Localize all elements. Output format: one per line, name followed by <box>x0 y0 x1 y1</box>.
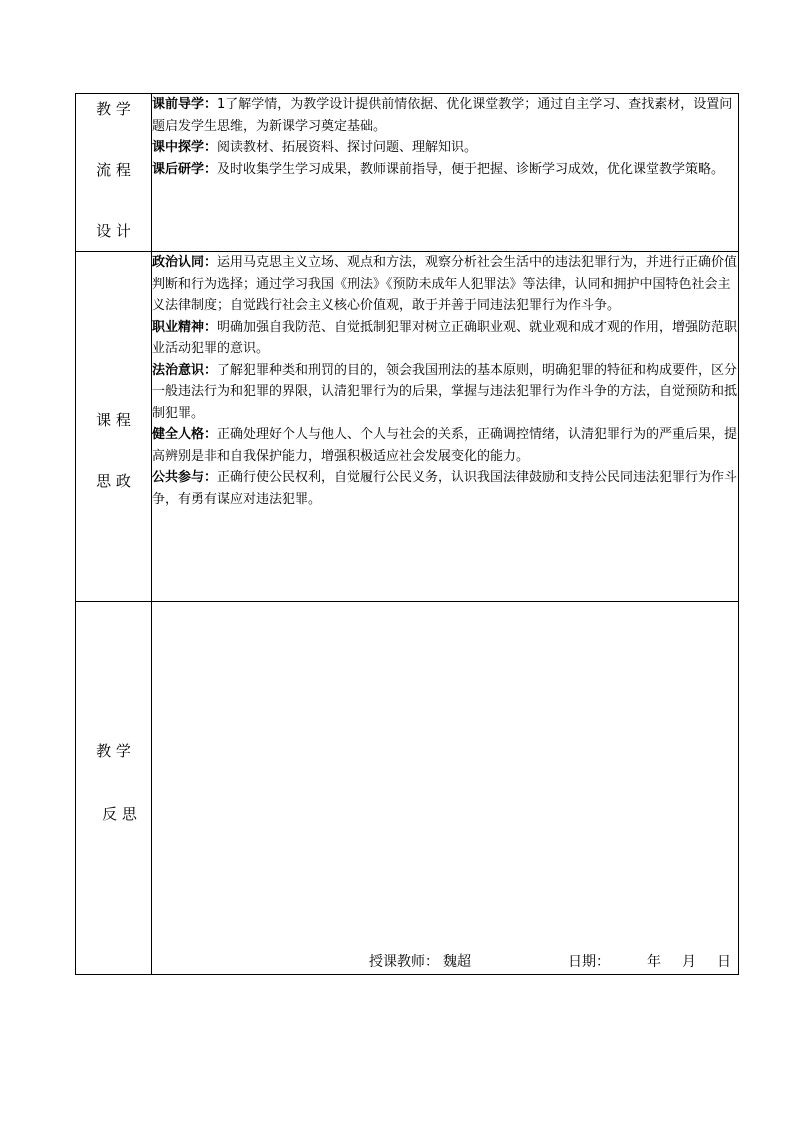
ideological-row <box>76 252 739 602</box>
paragraph-label: 课前导学： <box>152 97 218 112</box>
paragraph-personality <box>152 424 738 467</box>
paragraph-label: 政治认同： <box>152 255 218 270</box>
paragraph-participation <box>152 467 738 510</box>
lesson-plan-table <box>75 93 739 975</box>
ideological-content <box>152 252 739 602</box>
paragraph-in-class <box>152 137 738 159</box>
teaching-process-content <box>152 94 739 252</box>
paragraph-label: 课后研学： <box>152 161 218 177</box>
paragraph-label: 课中探学： <box>152 140 218 155</box>
header-line: 设 计 <box>96 222 131 240</box>
header-line: 教 学 <box>96 100 131 118</box>
paragraph-post-class <box>152 159 738 181</box>
date-month: 月 <box>682 954 696 970</box>
paragraph-text: 及时收集学生学习成果，教师课前指导，便于把握、诊断学习成效，优化课堂教学策略。 <box>217 161 725 177</box>
paragraph-label: 职业精神： <box>152 319 218 335</box>
date-label: 日期： <box>568 954 610 970</box>
paragraph-text: 阅读教材、拓展资料、探讨问题、理解知识。 <box>217 140 478 155</box>
paragraph-pre-class <box>152 94 738 137</box>
date-year: 年 <box>647 954 661 970</box>
header-line: 反 思 <box>102 805 137 823</box>
paragraph-label: 法治意识： <box>152 362 218 378</box>
paragraph-text: 了解犯罪种类和刑罚的目的，领会我国刑法的基本原则，明确犯罪的特征和构成要件，区分一般违法行为和犯罪的界限，认清犯罪行为的后果，掌握与违法犯罪行为作斗争的方法，自觉预防和抵制犯罪。 <box>152 362 738 421</box>
header-line: 流 程 <box>96 161 131 179</box>
paragraph-label: 公共参与： <box>152 470 218 485</box>
teaching-process-row <box>76 94 739 252</box>
header-line: 思 政 <box>96 472 131 490</box>
header-line: 课 程 <box>96 411 131 429</box>
paragraph-professional <box>152 317 738 360</box>
reflection-row <box>76 602 739 975</box>
paragraph-text: 明确加强自我防范、自觉抵制犯罪对树立正确职业观、就业观和成才观的作用，增强防范职业活动犯罪的意识。 <box>152 319 738 356</box>
paragraph-legal <box>152 360 738 425</box>
teacher-label: 授课教师： <box>369 954 439 970</box>
paragraph-text: 正确处理好个人与他人、个人与社会的关系，正确调控情绪，认清犯罪行为的严重后果，提高辨别是非和自我保护能力，增强积极适应社会发展变化的能力。 <box>152 427 738 464</box>
reflection-header <box>76 602 152 975</box>
reflection-content <box>152 602 739 975</box>
paragraph-political <box>152 252 738 317</box>
date-day: 日 <box>717 954 731 970</box>
signature-footer <box>152 951 738 973</box>
header-line: 教 学 <box>96 742 131 760</box>
teaching-process-header <box>76 94 152 252</box>
teacher-name: 魏超 <box>443 954 471 970</box>
paragraph-text: 运用马克思主义立场、观点和方法，观察分析社会生活中的违法犯罪行为，并进行正确价值判断和行为选择；通过学习我国《刑法》《预防未成年人犯罪法》等法律，认同和拥护中国特色社会主义法律制度；自觉践行社会主义核心价值观，敢于并善于同违法犯罪行为作斗争。 <box>152 255 738 313</box>
ideological-header <box>76 252 152 602</box>
paragraph-text: 正确行使公民权利，自觉履行公民义务，认识我国法律鼓励和支持公民同违法犯罪行为作斗争，有勇有谋应对违法犯罪。 <box>152 470 738 507</box>
paragraph-label: 健全人格： <box>152 427 218 442</box>
paragraph-text: 1了解学情，为教学设计提供前情依据、优化课堂教学；通过自主学习、查找素材，设置问题启发学生思维，为新课学习奠定基础。 <box>152 97 733 134</box>
